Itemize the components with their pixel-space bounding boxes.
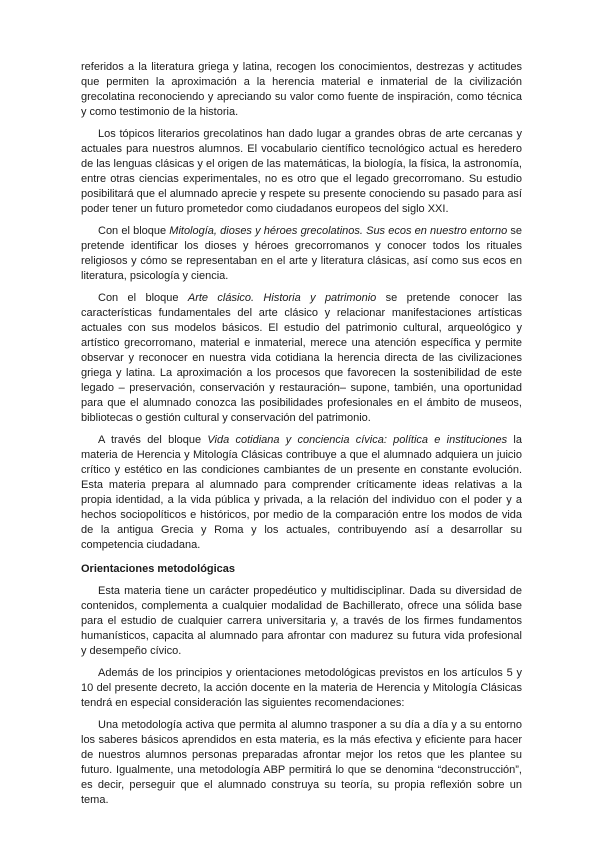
paragraph-4 — [81, 291, 522, 426]
paragraph-5 — [81, 433, 522, 553]
p5-after: la materia de Herencia y Mitología Clásicas contribuye a que el alumnado adquiera un juicio crítico y estético en las condiciones cambiantes de un presente en constante evolución. Esta materia prepara al alumnado para comprender críticamente ideas relativas a la propia identidad, a la vida pública y privada, a la relación del individuo con el poder y a hechos sociopolíticos e históricos, por medio de la comparación entre los modos de vida de la antigua Grecia y Roma y los actuales, contribuyendo así a desarrollar su competencia ciudadana. — [81, 434, 522, 551]
p5-before: A través del bloque — [98, 434, 208, 446]
p4-block-title: Arte clásico. Historia y patrimonio — [187, 292, 377, 304]
p3-block-title: Mitología, dioses y héroes grecolatinos. Sus ecos en nuestro entorno — [169, 225, 508, 237]
section-heading: Orientaciones metodológicas — [81, 563, 236, 575]
p3-before: Con el bloque — [98, 225, 170, 237]
paragraph-1: referidos a la literatura griega y latina, recogen los conocimientos, destrezas y actitudes que permiten la aproximación a la herencia material e inmaterial de la civilización grecolatina reconociendo y apreciando su valor como fuente de inspiración, como técnica y como testimonio de la historia. — [81, 61, 522, 118]
p3-after: se pretende identificar los dioses y héroes grecorromanos y conocer todos los rituales religiosos y cómo se representaban en el arte y literatura clásicas, así como sus ecos en literatura, psicología y ciencia. — [81, 225, 522, 282]
p4-after: se pretende conocer las características fundamentales del arte clásico y relacionar manifestaciones artísticas actuales con sus modelos básicos. El estudio del patrimonio cultural, arqueológico y artístico grecorromano, material e inmaterial, merece una atención específica y permite observar y reconocer en nuestra vida cotidiana la herencia directa de las civilizaciones griega y latina. La aproximación a los procesos que favorecen la sostenibilidad de este legado – preservación, conservación y restauración– supone, también, una oportunidad para que el alumnado conozca las posibilidades profesionales en el ámbito de museos, bibliotecas o gestión cultural y conservación del patrimonio. — [81, 292, 522, 424]
paragraph-2: Los tópicos literarios grecolatinos han dado lugar a grandes obras de arte cercanas y actuales para nuestros alumnos. El vocabulario científico tecnológico actual es heredero de las lenguas clásicas y el origen de las matemáticas, la biología, la física, la astronomía, entre otras ciencias experimentales, no es otro que el legado grecorromano. Su estudio posibilitará que el alumnado aprecie y respete su presente conociendo su pasado para así poder tener un futuro prometedor como ciudadanos europeos del siglo XXI. — [81, 128, 522, 215]
paragraph-8: Una metodología activa que permita al alumno trasponer a su día a día y a su entorno los saberes básicos aprendidos en esta materia, es la más efectiva y eficiente para hacer de nuestros alumnos personas preparadas afrontar mejor los retos que les plantee su futuro. Igualmente, una metodología ABP permitirá lo que se denomina “deconstrucción”, es decir, perseguir que el alumnado construya su teoría, su propia reflexión sobre un tema. — [81, 719, 522, 806]
paragraph-3 — [81, 224, 522, 284]
paragraph-6: Esta materia tiene un carácter propedéutico y multidisciplinar. Dada su diversidad de contenidos, complementa a cualquier modalidad de Bachillerato, ofrece una sólida base para el estudio de cualquier carrera universitaria y, a través de los firmes fundamentos humanísticos, capacita al alumnado para afrontar con madurez su futura vida profesional y desempeño cívico. — [81, 585, 522, 657]
p5-block-title: Vida cotidiana y conciencia cívica: política e instituciones — [207, 434, 508, 446]
p4-before: Con el bloque — [98, 292, 188, 304]
paragraph-7: Además de los principios y orientaciones metodológicas previstos en los artículos 5 y 10 del presente decreto, la acción docente en la materia de Herencia y Mitología Clásicas tendrá en especial consideración las siguientes recomendaciones: — [81, 667, 522, 709]
